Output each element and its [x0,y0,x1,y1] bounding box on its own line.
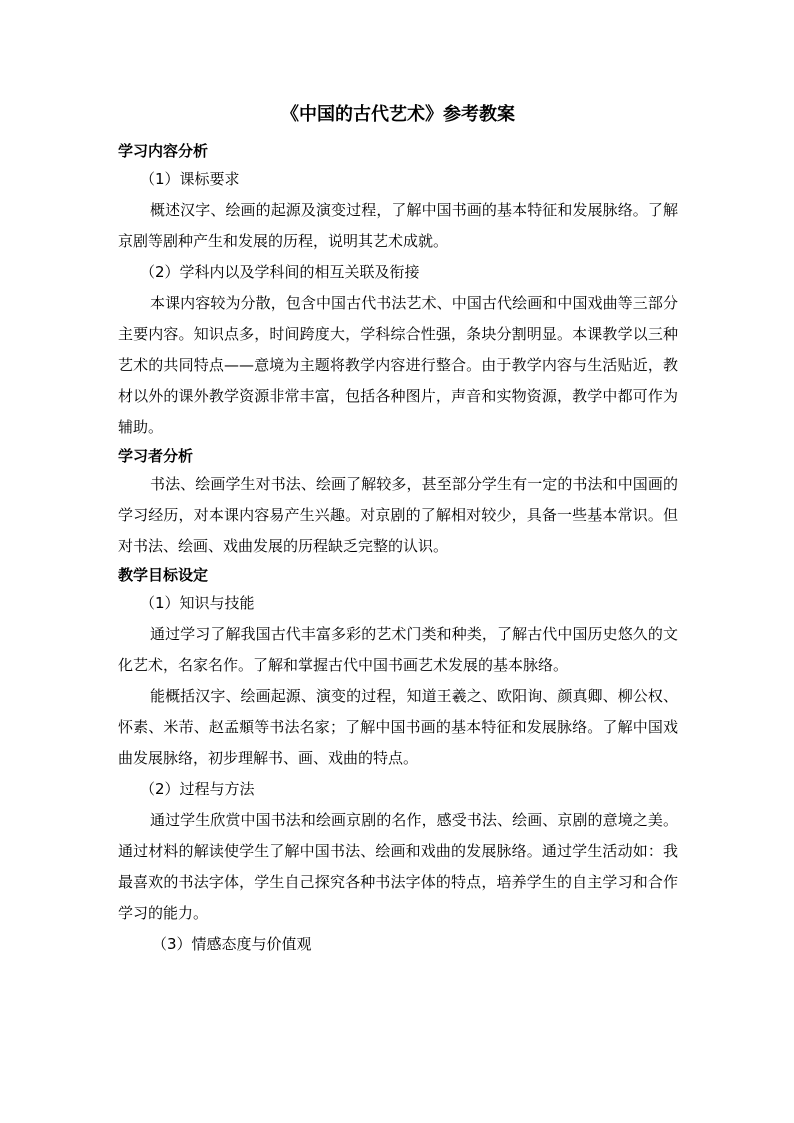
section-heading-teaching-objectives: 教学目标设定 [118,566,209,584]
subheading-curriculum-requirements: （1）课标要求 [140,170,240,188]
paragraph-interdisciplinary-links: 本课内容较为分散，包含中国古代书法艺术、中国古代绘画和中国戏曲等三部分主要内容。知识点多，时间跨度大，学科综合性强，条块分割明显。本课教学以三种艺术的共同特点——意境为主题将教学内容进行整合。由于教学内容与生活贴近，教材以外的课外教学资源非常丰富，包括各种图片，声音和实物资源，教学中都可作为辅助。 [118,294,678,436]
subheading-process-methods: （2）过程与方法 [140,780,255,798]
subheading-interdisciplinary-links: （2）学科内以及学科间的相互关联及衔接 [140,263,420,281]
paragraph-knowledge-skills-1: 通过学习了解我国古代丰富多彩的艺术门类和种类，了解古代中国历史悠久的文化艺术，名家名作。了解和掌握古代中国书画艺术发展的基本脉络。 [118,625,678,674]
paragraph-curriculum-requirements: 概述汉字、绘画的起源及演变过程，了解中国书画的基本特征和发展脉络。了解京剧等剧种产生和发展的历程，说明其艺术成就。 [118,201,678,250]
subheading-emotions-values: （3）情感态度与价值观 [152,935,312,953]
document-title: 《中国的古代艺术》参考教案 [281,104,515,125]
paragraph-process-methods: 通过学生欣赏中国书法和绘画京剧的名作，感受书法、绘画、京剧的意境之美。通过材料的解读使学生了解中国书法、绘画和戏曲的发展脉络。通过学生活动如：我最喜欢的书法字体，学生自己探究各种书法字体的特点，培养学生的自主学习和合作学习的能力。 [118,811,678,922]
document-body [118,100,678,960]
paragraph-learner-analysis: 书法、绘画学生对书法、绘画了解较多，甚至部分学生有一定的书法和中国画的学习经历，对本课内容易产生兴趣。对京剧的了解相对较少，具备一些基本常识。但对书法、绘画、戏曲发展的历程缺乏完整的认识。 [118,475,678,555]
section-heading-learner-analysis: 学习者分析 [118,447,194,465]
paragraph-knowledge-skills-2: 能概括汉字、绘画起源、演变的过程，知道王羲之、欧阳询、颜真卿、柳公权、怀素、米芾、赵孟頫等书法名家；了解中国书画的基本特征和发展脉络。了解中国戏曲发展脉络，初步理解书、画、戏曲的特点。 [118,687,678,767]
section-heading-content-analysis: 学习内容分析 [118,142,209,160]
subheading-knowledge-skills: （1）知识与技能 [140,594,255,612]
